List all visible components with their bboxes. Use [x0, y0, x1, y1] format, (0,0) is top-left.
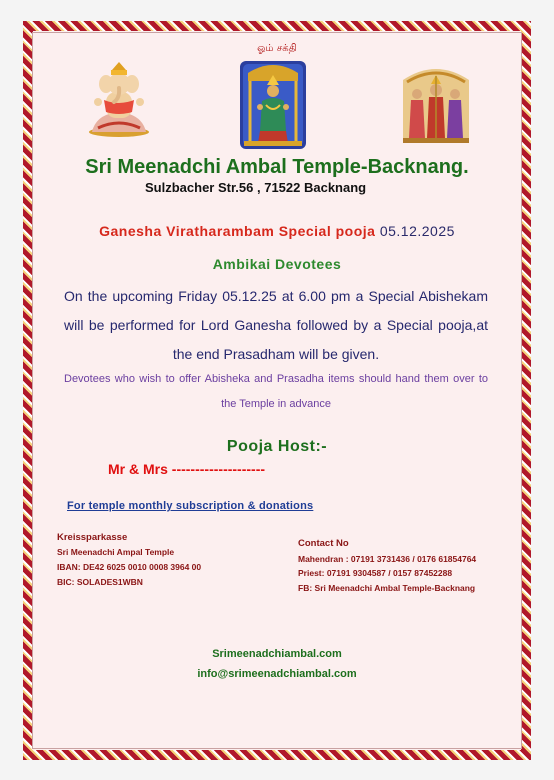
account-holder: Sri Meenadchi Ampal Temple	[57, 547, 175, 557]
event-date: 05.12.2025	[379, 223, 455, 239]
offer-note: Devotees who wish to offer Abisheka and Prasadha items should hand them over to the Temple in advance	[64, 373, 488, 410]
murugan-with-consorts-image	[401, 64, 471, 144]
contact-facebook: FB: Sri Meenadchi Ambal Temple-Backnang	[298, 582, 476, 593]
temple-address: Sulzbacher Str.56 , 71522 Backnang	[145, 180, 367, 195]
contact-priest: Priest: 07191 9304587 / 0157 87452288	[298, 568, 453, 578]
iban: IBAN: DE42 6025 0010 0008 3964 00	[57, 562, 202, 572]
bic: BIC: SOLADES1WBN	[57, 577, 143, 587]
event-title: Ganesha Viratharambam Special pooja	[99, 223, 376, 239]
bank-name: Kreissparkasse	[57, 532, 128, 543]
sponsor-group: Ambikai Devotees	[212, 256, 342, 272]
goddess-meenakshi-image	[240, 61, 306, 149]
tamil-invocation: ஓம் சக்தி	[257, 43, 297, 54]
host-name-line: Mr & Mrs --------------------	[108, 461, 266, 477]
contact-heading: Contact No	[298, 538, 349, 549]
website-link[interactable]: Srimeenadchiambal.com	[212, 648, 342, 660]
email-link[interactable]: info@srimeenadchiambal.com	[197, 668, 357, 680]
event-description: On the upcoming Friday 05.12.25 at 6.00 pm a Special Abishekam will be performed for Lord Ganesha followed by a Special pooja,at the end Prasadham will be given.	[64, 288, 488, 362]
ganesha-image	[86, 62, 152, 138]
contact-mahendran: Mahendran : 07191 3731436 / 0176 61854764	[298, 553, 477, 564]
temple-name: Sri Meenadchi Ambal Temple-Backnang.	[85, 156, 469, 178]
contact-details	[298, 537, 498, 595]
pooja-host-label: Pooja Host:-	[226, 438, 328, 455]
donations-heading: For temple monthly subscription & donations	[67, 500, 314, 512]
event-heading	[33, 223, 521, 239]
bank-details	[57, 530, 201, 590]
